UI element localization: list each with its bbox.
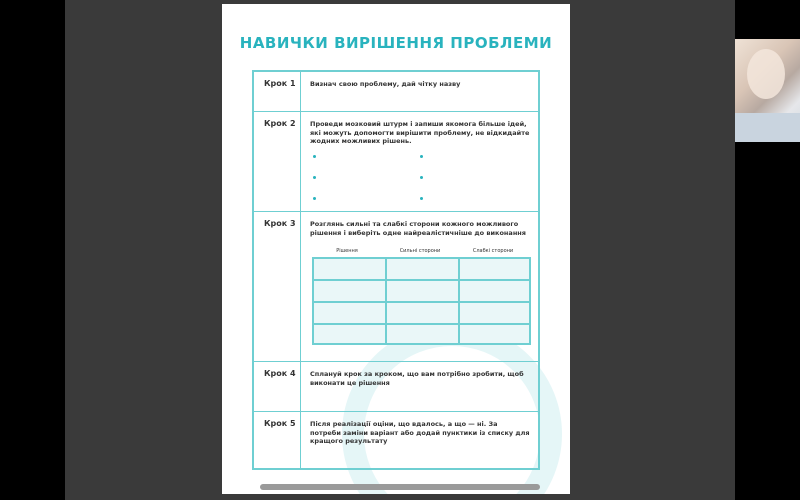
- step-row-3: [254, 212, 538, 362]
- step-row-2: [254, 112, 538, 212]
- bullet-icon: [313, 176, 316, 179]
- left-margin: [0, 0, 65, 500]
- table-cell: [459, 280, 530, 302]
- bullet-icon: [420, 155, 423, 158]
- table-cell: [313, 258, 386, 280]
- column-header: Рішення: [336, 248, 358, 254]
- step-row-5: [254, 412, 538, 468]
- table-cell: [386, 324, 459, 344]
- step-text: Сплануй крок за кроком, що вам потрібно зробити, щоб виконати це рішення: [310, 370, 524, 387]
- table-cell: [386, 302, 459, 324]
- step-row-1: [254, 72, 538, 112]
- table-cell: [459, 302, 530, 324]
- step-text: Проведи мозковий штурм і запиши якомога більше ідей, які можуть допомогти вирішити проблему, не відкидайте жодних можливих рішень.: [310, 120, 530, 145]
- step-text: Розглянь сильні та слабкі сторони кожного можливого рішення і виберіть одне найреалістичніше до виконання: [310, 220, 526, 237]
- document-page: [222, 4, 570, 494]
- page-title: НАВИЧКИ ВИРІШЕННЯ ПРОБЛЕМИ: [239, 34, 553, 52]
- step-label: Крок 4: [264, 369, 296, 378]
- step-text: Після реалізації оціни, що вдалось, а що — ні. За потреби заміни варіант або додай пунктики із списку для кращого результату: [310, 420, 530, 445]
- table-cell: [386, 258, 459, 280]
- participant-face: [747, 49, 785, 99]
- step-label: Крок 5: [264, 419, 296, 428]
- step-label: Крок 3: [264, 219, 296, 228]
- bullet-icon: [420, 176, 423, 179]
- table-cell: [313, 302, 386, 324]
- horizontal-scrollbar[interactable]: [260, 484, 540, 490]
- video-thumbnail[interactable]: [735, 39, 800, 142]
- step-row-4: [254, 362, 538, 412]
- step-text: Визнач свою проблему, дай чітку назву: [310, 80, 461, 88]
- bullet-icon: [313, 197, 316, 200]
- subtable-grid: [312, 257, 531, 345]
- steps-table: [252, 70, 540, 470]
- step-label: Крок 2: [264, 119, 296, 128]
- participant-shirt: [735, 113, 800, 142]
- table-cell: [459, 324, 530, 344]
- table-cell: [313, 280, 386, 302]
- step-label: Крок 1: [264, 79, 296, 88]
- column-header: Сильні сторони: [399, 248, 441, 254]
- table-cell: [313, 324, 386, 344]
- bullet-icon: [420, 197, 423, 200]
- table-cell: [459, 258, 530, 280]
- column-header: Слабкі сторони: [472, 248, 514, 254]
- table-cell: [386, 280, 459, 302]
- bullet-icon: [313, 155, 316, 158]
